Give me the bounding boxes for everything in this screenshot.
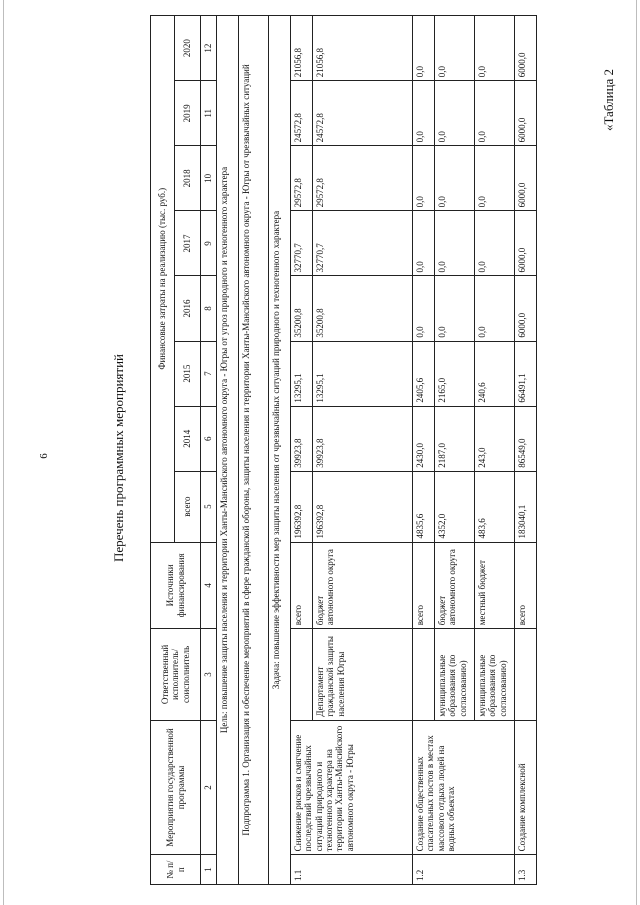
value-cell: 13295,1 (291, 341, 313, 406)
value-cell: 0,0 (435, 276, 475, 341)
value-cell: 6000,0 (515, 16, 537, 81)
source-cell: всего (413, 542, 435, 629)
value-cell: 35200,8 (313, 276, 413, 341)
header-year: 2015 (175, 341, 201, 406)
header-year: 2019 (175, 81, 201, 146)
column-number: 11 (201, 81, 217, 146)
column-number: 1 (201, 855, 217, 885)
value-cell: 86549,0 (515, 406, 537, 471)
value-cell: 24572,8 (313, 81, 413, 146)
scan-edge-right (636, 0, 637, 905)
header-total: всего (175, 471, 201, 542)
value-cell: 0,0 (475, 276, 515, 341)
value-cell: 0,0 (475, 16, 515, 81)
header-col-executor: Ответственный исполнитель/соисполнитель (151, 629, 201, 720)
value-cell: 0,0 (435, 211, 475, 276)
value-cell: 6000,0 (515, 146, 537, 211)
table-label: «Таблица 2 (601, 68, 616, 132)
table-row (291, 16, 313, 885)
value-cell: 196392,8 (291, 471, 313, 542)
column-number: 2 (201, 720, 217, 855)
column-number: 6 (201, 406, 217, 471)
column-number-row (201, 16, 217, 885)
value-cell: 2187,0 (435, 406, 475, 471)
value-cell: 0,0 (435, 16, 475, 81)
value-cell: 39923,8 (291, 406, 313, 471)
value-cell: 6000,0 (515, 81, 537, 146)
value-cell: 0,0 (435, 81, 475, 146)
value-cell: 2430,0 (413, 406, 435, 471)
value-cell: 0,0 (435, 146, 475, 211)
column-number: 3 (201, 629, 217, 720)
header-year: 2014 (175, 406, 201, 471)
value-cell: 0,0 (475, 211, 515, 276)
column-number: 8 (201, 276, 217, 341)
executor-cell (291, 629, 313, 720)
value-cell: 39923,8 (313, 406, 413, 471)
value-cell: 183040,1 (515, 471, 537, 542)
program-events-table (150, 15, 537, 885)
executor-cell: муниципальные образования (по согласованию) (435, 629, 475, 720)
value-cell: 6000,0 (515, 211, 537, 276)
source-cell: всего (515, 542, 537, 629)
row-number: 1.1 (291, 855, 413, 885)
value-cell: 0,0 (413, 276, 435, 341)
value-cell: 2405,6 (413, 341, 435, 406)
value-cell: 66491,1 (515, 341, 537, 406)
header-year: 2018 (175, 146, 201, 211)
table-row (413, 16, 435, 885)
goal-row: Цель: повышение защиты населения и территории Ханты-Мансийского автономного округа - Югры от угроз природного и техногенного характера (217, 16, 239, 885)
executor-cell: муниципальные образования (по согласованию) (475, 629, 515, 720)
value-cell: 0,0 (413, 211, 435, 276)
column-number: 12 (201, 16, 217, 81)
table-row (515, 16, 537, 885)
column-number: 10 (201, 146, 217, 211)
header-col-event: Мероприятия государственной программы (151, 720, 201, 855)
event-name: Создание комплексной (515, 720, 537, 855)
value-cell: 2165,0 (435, 341, 475, 406)
value-cell: 13295,1 (313, 341, 413, 406)
document-title: Перечень программных мероприятий (111, 354, 126, 562)
value-cell: 24572,8 (291, 81, 313, 146)
value-cell: 4835,6 (413, 471, 435, 542)
column-number: 9 (201, 211, 217, 276)
scan-edge-left (3, 0, 4, 905)
value-cell: 196392,8 (313, 471, 413, 542)
value-cell: 0,0 (475, 146, 515, 211)
source-cell: бюджет автономного округа (313, 542, 413, 629)
source-cell: бюджет автономного округа (435, 542, 475, 629)
value-cell: 0,0 (413, 81, 435, 146)
header-col-source: Источники финансирования (151, 542, 201, 629)
value-cell: 29572,8 (291, 146, 313, 211)
value-cell: 32770,7 (291, 211, 313, 276)
value-cell: 240,6 (475, 341, 515, 406)
header-col-no: № п/п (151, 855, 201, 885)
header-year: 2016 (175, 276, 201, 341)
task-row: Задача: повышение эффективности мер защиты населения от чрезвычайных ситуаций природного и техногенного характера (269, 16, 291, 885)
value-cell: 243,0 (475, 406, 515, 471)
value-cell: 35200,8 (291, 276, 313, 341)
row-number: 1.2 (413, 855, 515, 885)
subprogram-row: Подпрограмма 1. Организация и обеспечение мероприятий в сфере гражданской обороны, защиты населения и территории Ханты-Мансийского автономного округа - Югры от чрезвычайных ситуаций (239, 16, 269, 885)
event-name: Снижение рисков и смягчение последствий чрезвычайных ситуаций природного и техногенного характера на территории Ханты-Мансийского автономного округа - Югры (291, 720, 413, 855)
value-cell: 0,0 (413, 16, 435, 81)
event-name: Создание общественных спасательных постов в местах массового отдыха людей на водных объектах (413, 720, 515, 855)
executor-cell (413, 629, 435, 720)
column-number: 4 (201, 542, 217, 629)
value-cell: 483,6 (475, 471, 515, 542)
header-year: 2020 (175, 16, 201, 81)
rotated-table-container (150, 15, 590, 885)
table-frame (150, 15, 590, 885)
value-cell: 21056,8 (291, 16, 313, 81)
header-year: 2017 (175, 211, 201, 276)
source-cell: местный бюджет (475, 542, 515, 629)
page-number: 6 (38, 453, 50, 459)
column-number: 5 (201, 471, 217, 542)
column-number: 7 (201, 341, 217, 406)
value-cell: 32770,7 (313, 211, 413, 276)
value-cell: 4352,0 (435, 471, 475, 542)
executor-cell: Департамент гражданской защиты населения Югры (313, 629, 413, 720)
row-number: 1.3 (515, 855, 537, 885)
value-cell: 0,0 (475, 81, 515, 146)
value-cell: 6000,0 (515, 276, 537, 341)
executor-cell (515, 629, 537, 720)
value-cell: 21056,8 (313, 16, 413, 81)
value-cell: 0,0 (413, 146, 435, 211)
source-cell: всего (291, 542, 313, 629)
header-financing: Финансовые затраты на реализацию (тыс. руб.) (151, 16, 175, 543)
value-cell: 29572,8 (313, 146, 413, 211)
